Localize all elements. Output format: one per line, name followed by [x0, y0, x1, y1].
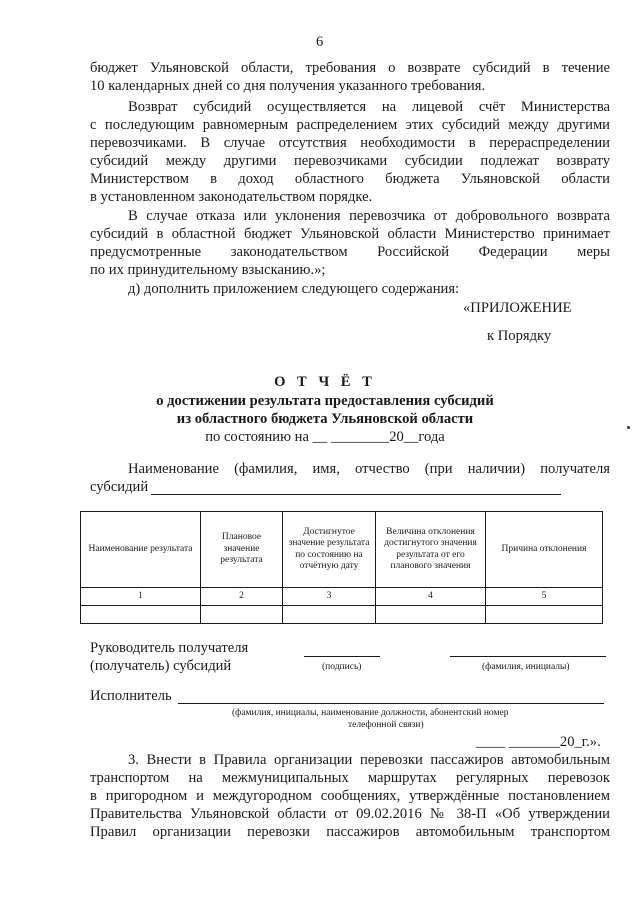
table-header-cell: Наименование результата — [81, 512, 201, 588]
head-label: Руководитель получателя — [90, 640, 249, 656]
report-date: ____ _______20_г.». — [476, 734, 601, 750]
executor-caption: телефонной связи) — [348, 720, 424, 730]
paragraph-line: Возврат субсидий осуществляется на лицевой счёт Министерства — [128, 99, 610, 115]
paragraph-line: Правительства Ульяновской области от 09.02.2016 № 38-П «Об утверждении — [90, 806, 610, 822]
table-number-cell: 5 — [486, 588, 603, 606]
paragraph-line: д) дополнить приложением следующего содержания: — [128, 281, 460, 297]
table-cell — [486, 606, 603, 624]
table-number-cell: 3 — [283, 588, 376, 606]
report-subtitle: из областного бюджета Ульяновской области — [176, 411, 474, 427]
paragraph-line: транспортом на межмуниципальных маршрутах регулярных перевозок — [90, 770, 610, 786]
table-number-row — [81, 588, 603, 606]
recipient-label: субсидий — [90, 479, 149, 495]
report-subtitle: о достижении результата предоставления субсидий — [156, 393, 494, 409]
paragraph-line: Министерством в доход областного бюджета Ульяновской области — [90, 171, 610, 187]
paragraph-line: с последующим равномерным распределением этих субсидий между другими — [90, 117, 610, 133]
paragraph-line: субсидий между другими перевозчиками субсидии подлежат возврату — [90, 153, 610, 169]
table-row — [81, 606, 603, 624]
paragraph-line: 10 календарных дней со дня получения указанного требования. — [90, 78, 486, 94]
paragraph-line: В случае отказа или уклонения перевозчика от добровольного возврата — [128, 208, 610, 224]
margin-mark — [627, 426, 630, 429]
paragraph-line: по их принудительному взысканию.»; — [90, 262, 326, 278]
head-label: (получатель) субсидий — [90, 658, 232, 674]
table-cell — [283, 606, 376, 624]
paragraph-line: бюджет Ульяновской области, требования о возврате субсидий в течение — [90, 60, 610, 76]
paragraph-line: в установленном законодательством порядке. — [90, 189, 373, 205]
appendix-label: «ПРИЛОЖЕНИЕ — [463, 300, 572, 316]
table-header-cell: Величина отклонения достигнутого значения результата от его планового значения — [376, 512, 486, 588]
table-header-cell: Достигнутое значение результата по состоянию на отчётную дату — [283, 512, 376, 588]
signature-caption: (подпись) — [322, 662, 362, 672]
recipient-fill-line — [151, 494, 561, 495]
report-title: О Т Ч Ё Т — [274, 374, 376, 390]
paragraph-line: Правил организации перевозки пассажиров автомобильным транспортом — [90, 824, 610, 840]
table-number-cell: 4 — [376, 588, 486, 606]
table-number-cell: 1 — [81, 588, 201, 606]
table-cell — [201, 606, 283, 624]
table-cell — [81, 606, 201, 624]
appendix-ref: к Порядку — [487, 328, 552, 344]
report-table — [80, 511, 603, 624]
table-number-cell: 2 — [201, 588, 283, 606]
paragraph-line: в пригородном и междугородном сообщениях, утверждённые постановлением — [90, 788, 610, 804]
paragraph-line: 3. Внести в Правила организации перевозки пассажиров автомобильным — [128, 752, 610, 768]
executor-label: Исполнитель — [90, 688, 172, 704]
signature-line — [304, 656, 380, 657]
table-header-cell: Плановое значение результата — [201, 512, 283, 588]
paragraph-line: перевозчиками. В случае отсутствия необходимости в перераспределении — [90, 135, 610, 151]
table-cell — [376, 606, 486, 624]
table-header-row — [81, 512, 603, 588]
table-header-cell: Причина отклонения — [486, 512, 603, 588]
paragraph-line: субсидий в областной бюджет Ульяновской области Министерство принимает — [90, 226, 610, 242]
report-as-of-date: по состоянию на __ ________20__года — [205, 429, 445, 445]
executor-caption: (фамилия, инициалы, наименование должности, абонентский номер — [232, 708, 509, 718]
recipient-line: Наименование (фамилия, имя, отчество (при наличии) получателя — [128, 461, 610, 477]
name-caption: (фамилия, инициалы) — [482, 662, 570, 672]
page-number: 6 — [316, 34, 324, 50]
paragraph-line: предусмотренные законодательством Российской Федерации меры — [90, 244, 610, 260]
name-line — [450, 656, 606, 657]
executor-line — [178, 703, 604, 704]
